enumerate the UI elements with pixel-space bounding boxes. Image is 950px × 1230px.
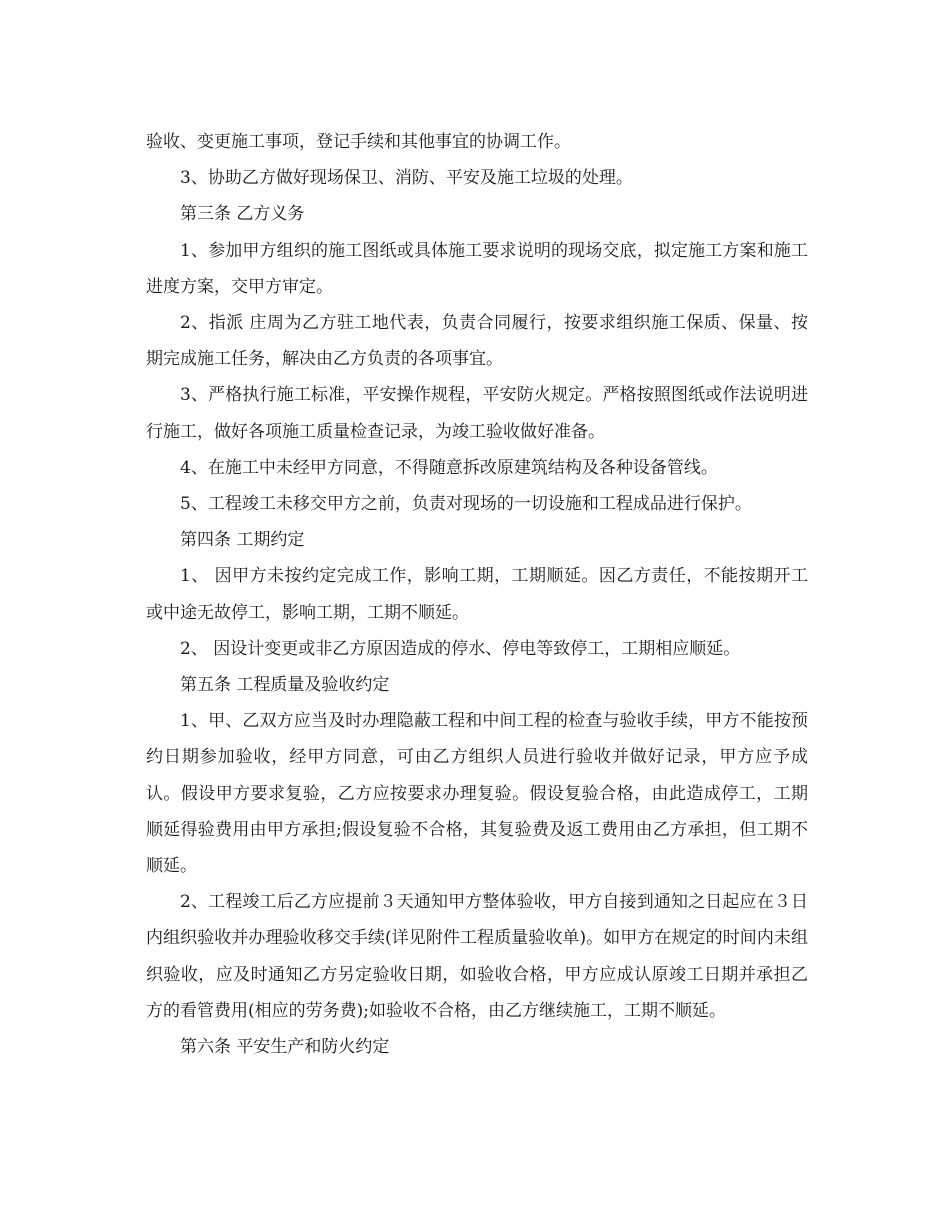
- paragraph-continuation: 验收、变更施工事项，登记手续和其他事宜的协调工作。: [146, 132, 571, 152]
- section-heading: 第五条 工程质量及验收约定: [180, 675, 390, 696]
- paragraph-item: 5、工程竣工未移交甲方之前，负责对现场的一切设施和工程成品进行保护。: [180, 494, 752, 515]
- paragraph-item: 1、甲、乙双方应当及时办理隐蔽工程和中间工程的检查与验收手续，甲方不能按预约日期参加验收，经甲方同意，可由乙方组织人员进行验收并做好记录，甲方应予成认。假设甲方要求复验，乙方应按要求办理复验。假设复验合格，由此造成停工，工期顺延得验费用由甲方承担;假设复验不合格，其复验费及返工费用由乙方承担，但工期不顺延。: [146, 711, 808, 877]
- paragraph-item: 1、 因甲方未按约定完成工作，影响工期，工期顺延。因乙方责任，不能按期开工或中途无故停工，影响工期，工期不顺延。: [146, 566, 808, 623]
- paragraph-item: 2、 因设计变更或非乙方原因造成的停水、停电等致停工，工期相应顺延。: [180, 638, 741, 659]
- paragraph-item: 2、工程竣工后乙方应提前３天通知甲方整体验收，甲方自接到通知之日起应在３日内组织验收并办理验收移交手续(详见附件工程质量验收单)。如甲方在规定的时间内未组织验收，应及时通知乙方另定验收日期，如验收合格，甲方应成认原竣工日期并承担乙方的看管费用(相应的劳务费);如验收不合格，由乙方继续施工，工期不顺延。: [146, 892, 808, 1021]
- paragraph-item: 3、严格执行施工标准，平安操作规程，平安防火规定。严格按照图纸或作法说明进行施工，做好各项施工质量检查记录，为竣工验收做好准备。: [146, 385, 808, 442]
- paragraph-item: 4、在施工中未经甲方同意，不得随意拆改原建筑结构及各种设备管线。: [180, 457, 718, 478]
- paragraph-item: 2、指派 庄周为乙方驻工地代表，负责合同履行，按要求组织施工保质、保量、按期完成施工任务，解决由乙方负责的各项事宜。: [146, 313, 808, 370]
- section-heading: 第六条 平安生产和防火约定: [180, 1037, 390, 1058]
- section-heading: 第三条 乙方义务: [180, 204, 305, 225]
- paragraph-item: 3、协助乙方做好现场保卫、消防、平安及施工垃圾的处理。: [180, 168, 633, 189]
- paragraph-item: 1、参加甲方组织的施工图纸或具体施工要求说明的现场交底，拟定施工方案和施工进度方案，交甲方审定。: [146, 240, 808, 297]
- document-page: [146, 124, 808, 1065]
- section-heading: 第四条 工期约定: [180, 530, 305, 551]
